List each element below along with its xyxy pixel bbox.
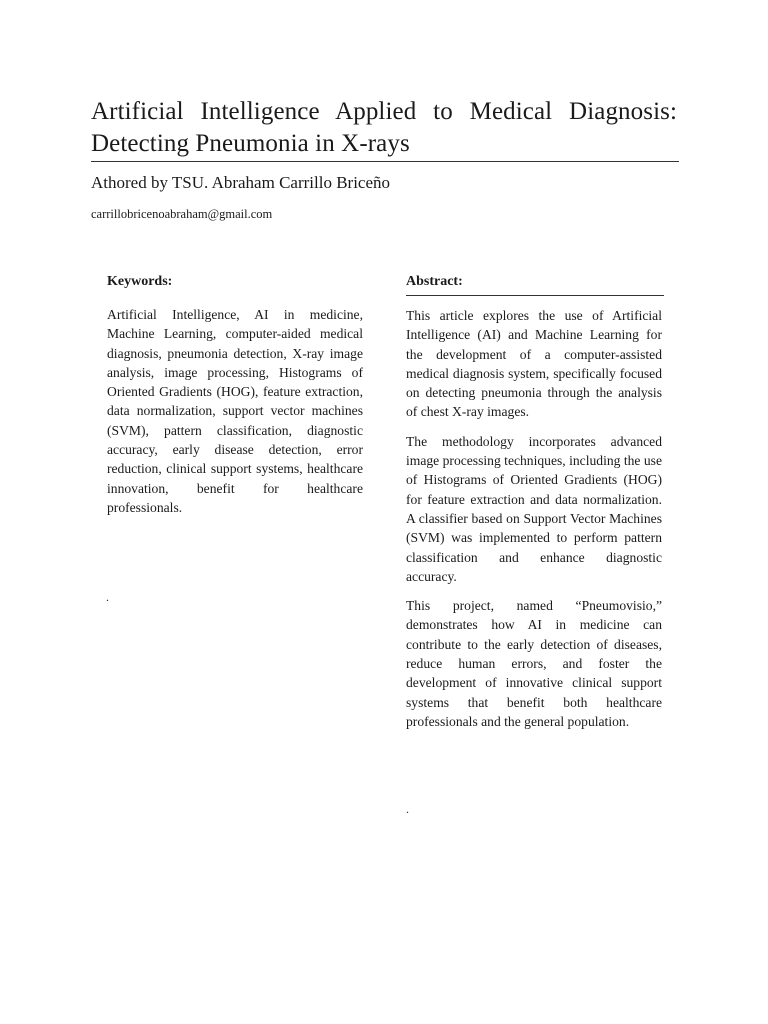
abstract-section [406, 273, 662, 731]
keywords-text: Artificial Intelligence, AI in medicine, Machine Learning, computer-aided medical diagnosis, pneumonia detection, X-ray image analysis, image processing, Histograms of Oriented Gradients (HOG), feature extraction, data normalization, support vector machines (SVM), pattern classification, diagnostic accuracy, early disease detection, error reduction, clinical support systems, healthcare innovation, benefit for healthcare professionals. [107, 307, 363, 515]
abstract-paragraph-3: This project, named “Pneumovisio,” demonstrates how AI in medicine can contribute to the early detection of diseases, reduce human errors, and foster the development of innovative clinical support systems that benefit both healthcare professionals and the general population. [406, 598, 662, 729]
abstract-heading-divider [406, 295, 664, 296]
abstract-paragraph-1: This article explores the use of Artificial Intelligence (AI) and Machine Learning for the development of a computer-assisted medical diagnosis system, specifically focused on detecting pneumonia through the analysis of chest X-ray images. [406, 308, 662, 420]
keywords-heading: Keywords: [107, 274, 173, 289]
abstract-heading: Abstract: [406, 274, 463, 289]
abstract-paragraph-2: The methodology incorporates advanced image processing techniques, including the use of Histograms of Oriented Gradients (HOG) for feature extraction and data normalization. A classifier based on Support Vector Machines (SVM) was implemented to perform pattern classification and enhance diagnostic accuracy. [406, 433, 662, 584]
paper-title: Artificial Intelligence Applied to Medical Diagnosis: Detecting Pneumonia in X-rays [91, 98, 677, 157]
keywords-section [107, 273, 363, 517]
author-line: Athored by TSU. Abraham Carrillo Briceño [91, 173, 391, 192]
abstract-trailing-mark: . [406, 802, 409, 816]
title-divider [91, 161, 679, 162]
keywords-trailing-mark: . [106, 590, 109, 604]
author-email: carrillobricenoabraham@gmail.com [91, 207, 273, 221]
